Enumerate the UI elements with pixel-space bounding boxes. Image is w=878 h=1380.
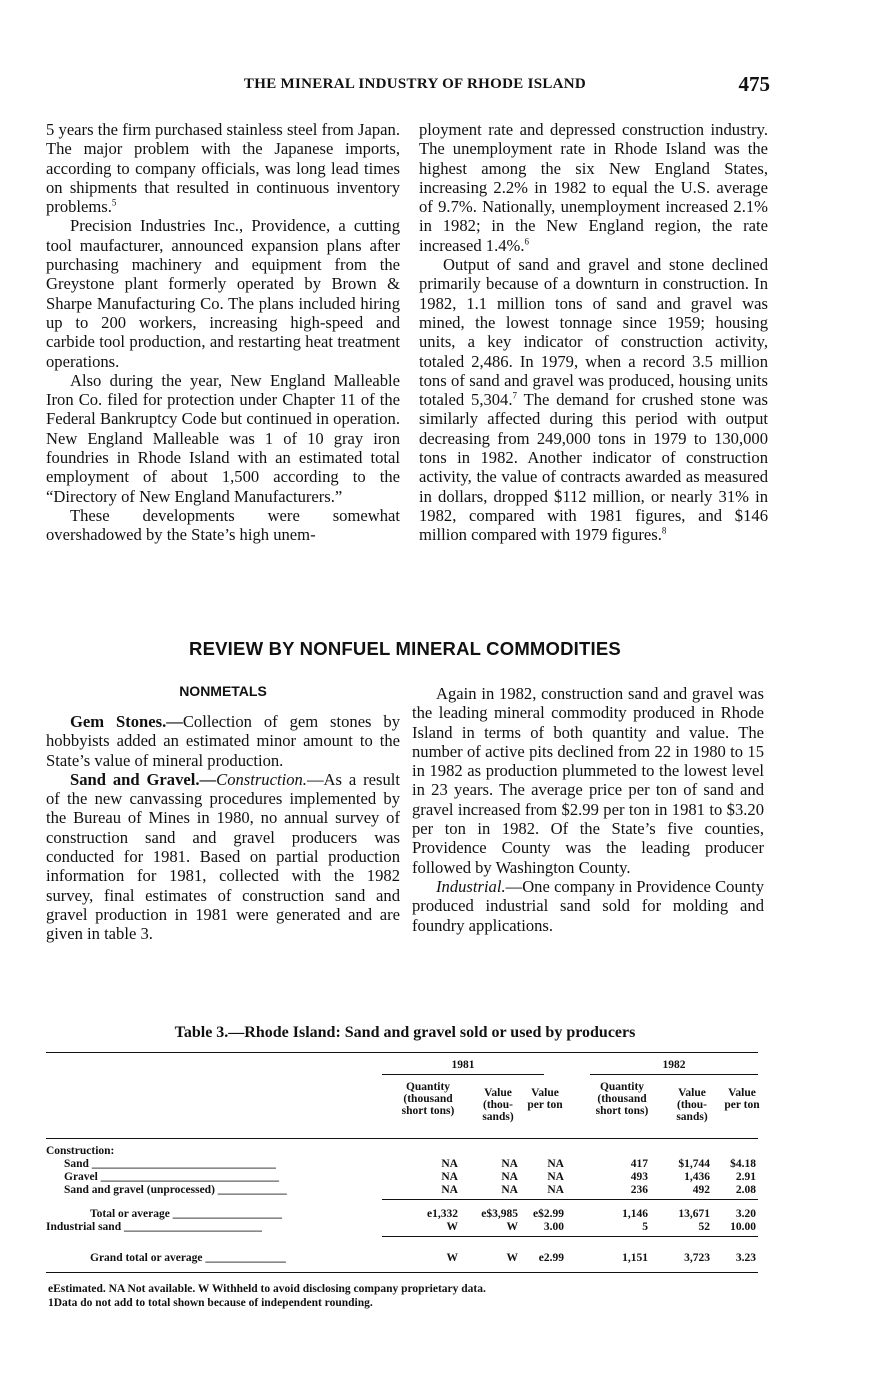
table-cell: e$2.99 — [533, 1208, 564, 1220]
table-cell: 236 — [630, 1184, 648, 1196]
table-title: Table 3.—Rhode Island: Sand and gravel sold or used by producers — [174, 1024, 636, 1041]
col-header-value-1982: Value (thou- sands) — [676, 1087, 708, 1123]
col-header-qty-1981: Quantity (thousand short tons) — [401, 1081, 455, 1117]
col-header-qty-1982: Quantity (thousand short tons) — [595, 1081, 649, 1117]
table-cell: 2.91 — [735, 1171, 756, 1183]
top-right-column — [419, 120, 768, 545]
footnote: 1Data do not add to total shown because of independent rounding. — [48, 1297, 373, 1309]
table-cell: W — [446, 1221, 458, 1233]
table-cell: $1,744 — [678, 1158, 710, 1170]
table-cell: NA — [547, 1184, 564, 1196]
table-row-label: Sand and gravel (unprocessed) ____________ — [64, 1184, 287, 1196]
table-row-label: Industrial sand ________________________ — [46, 1221, 262, 1233]
table-rule — [382, 1199, 758, 1200]
table-footnotes — [48, 1282, 768, 1310]
table-cell: 417 — [630, 1158, 648, 1170]
paragraph: Precision Industries Inc., Providence, a cutting tool maufacturer, announced expansion plans after purchasing machinery and equipment from the Greystone plant formerly operated by Brown & Sharpe Manufacturing Co. The plans included hiring up to 200 workers, increasing high-speed and carbide tool production, and restarting heat treatment operations. — [46, 216, 400, 371]
running-head — [0, 72, 878, 102]
table-cell: NA — [441, 1158, 458, 1170]
table-cell: 3.23 — [735, 1252, 756, 1264]
col-header-vpt-1982: Value per ton — [724, 1087, 760, 1111]
col-header-value-1981: Value (thou- sands) — [482, 1087, 514, 1123]
paragraph: Also during the year, New England Malleable Iron Co. filed for protection under Chapter 11 of the Federal Bankruptcy Code but continued in operation. New England Malleable was 1 of 10 gray iron foundries in Rhode Island with an estimated total employment of about 1,500 according to the “Directory of New England Manufacturers.” — [46, 370, 400, 506]
table-cell: W — [506, 1221, 518, 1233]
table-rule — [46, 1272, 758, 1273]
table-rule — [382, 1236, 758, 1237]
table-rule — [46, 1052, 758, 1053]
table-cell: $4.18 — [730, 1158, 756, 1170]
table-cell: 3.00 — [543, 1221, 564, 1233]
table-cell: 13,671 — [678, 1208, 710, 1220]
table-row-label: Gravel _______________________________ — [64, 1171, 279, 1183]
table-cell: e1,332 — [427, 1208, 458, 1220]
table-cell: NA — [501, 1171, 518, 1183]
top-left-column — [46, 120, 400, 545]
running-head-title: THE MINERAL INDUSTRY OF RHODE ISLAND — [243, 76, 587, 92]
data-table — [46, 1050, 758, 1280]
table-cell: NA — [441, 1184, 458, 1196]
table-cell: W — [446, 1252, 458, 1264]
table-rule — [382, 1074, 544, 1075]
table-cell: 10.00 — [730, 1221, 756, 1233]
table-cell: e$3,985 — [481, 1208, 518, 1220]
table-section-label: Construction: — [46, 1145, 115, 1157]
paragraph: 5 years the firm purchased stainless steel from Japan. The major problem with the Japanese imports, according to company officials, was long lead times on shipments that resulted in continuous inventory problems.$^5$ — [46, 120, 400, 217]
table-cell: 3.20 — [735, 1208, 756, 1220]
table-cell: e2.99 — [538, 1252, 564, 1264]
table-row-label: Sand ________________________________ — [64, 1158, 276, 1170]
year-header-1982: 1982 — [662, 1059, 686, 1071]
paragraph: Industrial.—One company in Providence County produced industrial sand sold for molding and foundry applications. — [412, 876, 764, 935]
bottom-left-column — [46, 712, 400, 944]
table-cell: 2.08 — [735, 1184, 756, 1196]
paragraph: Again in 1982, construction sand and gravel was the leading mineral commodity produced in Rhode Island in terms of both quantity and value. The number of active pits declined from 22 in 1980 to 15 in 1982 as production plummeted to the lowest level in 23 years. The average price per ton of sand and gravel increased from $2.99 per ton in 1981 to $3.20 per ton in 1982. Of the State’s five counties, Providence County was the leading producer followed by Washington County. — [412, 684, 764, 877]
table-cell: NA — [547, 1158, 564, 1170]
table-cell: NA — [547, 1171, 564, 1183]
paragraph: Gem Stones.—Collection of gem stones by hobbyists added an estimated minor amount to the State’s value of mineral production. — [46, 712, 400, 770]
page-number: 475 — [738, 72, 770, 96]
footnote: eEstimated. NA Not available. W Withheld to avoid disclosing company proprietary data. — [48, 1283, 486, 1295]
table-cell: NA — [501, 1184, 518, 1196]
year-header-1981: 1981 — [451, 1059, 475, 1071]
table-rule — [46, 1138, 758, 1139]
section-heading: REVIEW BY NONFUEL MINERAL COMMODITIES — [189, 638, 621, 659]
table-cell: 493 — [630, 1171, 648, 1183]
table-cell: 1,436 — [684, 1171, 710, 1183]
table-cell: 1,151 — [622, 1252, 648, 1264]
col-header-vpt-1981: Value per ton — [527, 1087, 563, 1111]
table-cell: W — [506, 1252, 518, 1264]
table-rule — [590, 1074, 758, 1075]
table-cell: NA — [501, 1158, 518, 1170]
table-cell: 492 — [692, 1184, 710, 1196]
paragraph: These developments were somewhat overshadowed by the State’s high unem- — [46, 505, 400, 545]
paragraph: ployment rate and depressed construction industry. The unemployment rate in Rhode Island was the highest among the six New England States, increasing 2.2% in 1982 to equal the U.S. average of 9.7%. Nationally, unemployment increased 2.1% in 1982; in the New England region, the rate increased 1.4%.$^6$ — [419, 120, 768, 255]
paragraph: Sand and Gravel.—Construction.—As a result of the new canvassing procedures implemented by the Bureau of Mines in 1980, no annual survey of construction sand and gravel producers was conducted for 1981. Based on partial production information for 1981, collected with the 1982 survey, final estimates of construction sand and gravel production in 1981 were generated and are given in table 3. — [46, 769, 400, 944]
paragraph: Output of sand and gravel and stone declined primarily because of a downturn in construction. In 1982, 1.1 million tons of sand and gravel was mined, the lowest tonnage since 1959; housing units, a key indicator of construction activity, totaled 2,486. In 1979, when a record 3.5 million tons of sand and gravel was produced, housing units totaled 5,304.$^7$ The demand for crushed stone was similarly affected during this period with output decreasing from 249,000 tons in 1979 to 130,000 tons in 1982. Another indicator of construction activity, the value of contracts awarded as measured in dollars, dropped $112 million, or nearly 31% in 1982, compared with 1981 figures, and $146 million compared with 1979 figures.$^8$ — [419, 255, 769, 545]
table-row-label: Total or average ___________________ — [90, 1208, 282, 1220]
table-cell: 3,723 — [684, 1252, 710, 1264]
table-row-label: Grand total or average ______________ — [90, 1252, 286, 1264]
table-cell: 1,146 — [622, 1208, 648, 1220]
bottom-right-column — [412, 684, 764, 935]
table-cell: 52 — [698, 1221, 710, 1233]
subheading: NONMETALS — [179, 683, 267, 699]
table-cell: 5 — [642, 1221, 648, 1233]
table-cell: NA — [441, 1171, 458, 1183]
